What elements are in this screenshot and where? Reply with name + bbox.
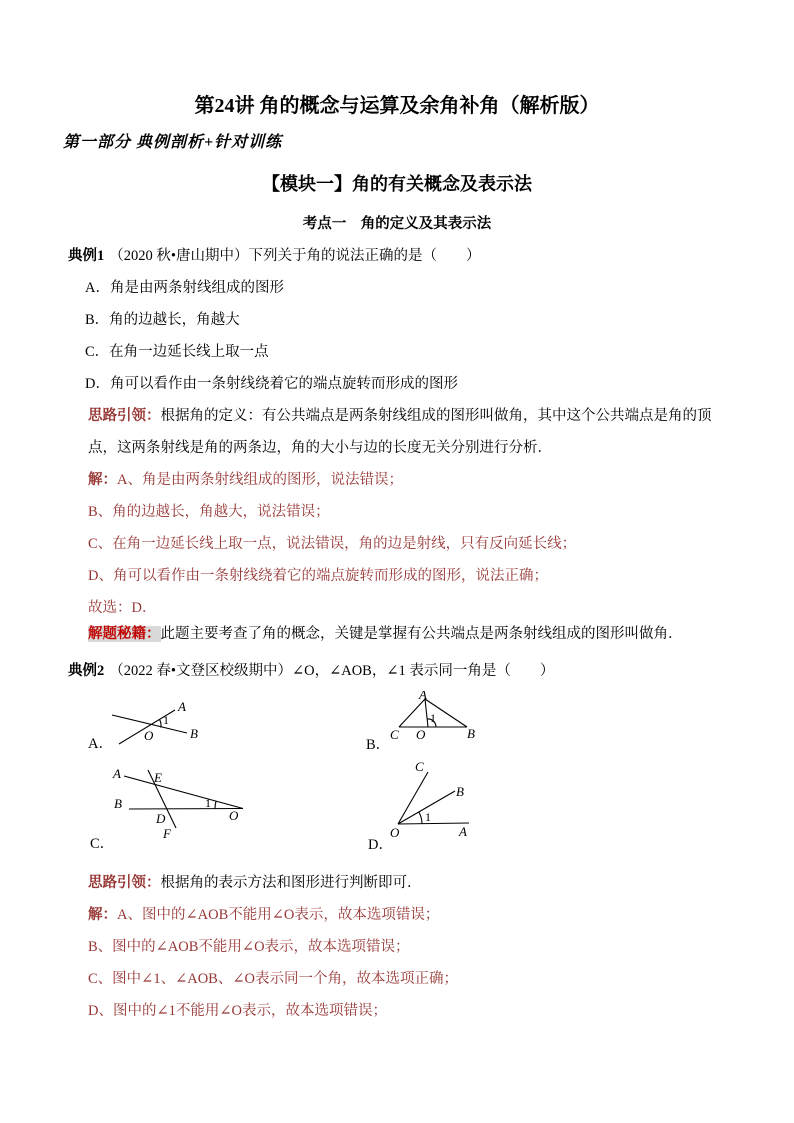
angle-arc [215, 801, 216, 808]
secret-text: 此题主要考查了角的概念，关键是掌握有公共端点是两条射线组成的图形叫做角． [160, 626, 683, 642]
vertex-label-o: O [229, 808, 239, 823]
vertex-label-c: C [390, 727, 399, 742]
hint-text: 根据角的定义：有公共端点是两条射线组成的图形叫做角，其中这个公共端点是角的顶点，这两条射线是角的两条边，角的大小与边的长度无关分别进行分析． [88, 408, 712, 456]
figure-option-label-c: C． [90, 836, 115, 852]
vertex-label-c: C [415, 761, 424, 774]
example2-solution-line-3: C、图中∠1、∠AOB、∠O表示同一个角，故本选项正确； [88, 971, 458, 987]
figure-d-three-rays-from-o [385, 761, 570, 849]
example1-solution-line-1 [88, 464, 740, 496]
example1-solution-line-2: B、角的边越长，角越大，说法错误； [88, 504, 330, 520]
ray-oc [398, 772, 428, 824]
example2-question-text: （2022 春•文登区校级期中）∠O，∠AOB，∠1 表示同一角是（ ） [109, 663, 555, 679]
example1-option-c: C．在角一边延长线上取一点 [85, 344, 269, 360]
vertex-label-o: O [390, 825, 400, 840]
angle-label-1: 1 [163, 713, 169, 727]
example2-solution-line-4: D、图中的∠1不能用∠O表示，故本选项错误； [88, 1003, 387, 1019]
example1-solution-line-4: D、角可以看作由一条射线绕着它的端点旋转而形成的图形，说法正确； [88, 568, 548, 584]
vertex-label-a: A [459, 824, 467, 839]
solution-label: 解： [88, 472, 117, 488]
example2-solution-line-1 [88, 899, 740, 931]
example2-question [68, 655, 736, 687]
module-header: 【模块一】角的有关概念及表示法 [262, 174, 532, 194]
example1-solution-line-3: C、在角一边延长线上取一点，说法错误，角的边是射线，只有反向延长线； [88, 536, 577, 552]
side-ca [399, 699, 425, 727]
figure-option-label-a: A． [88, 736, 113, 752]
example1-option-d: D．角可以看作由一条射线绕着它的端点旋转而形成的图形 [85, 376, 458, 392]
vertex-label-a: A [113, 766, 121, 781]
line-b-to-o [129, 809, 243, 810]
vertex-label-f: F [163, 826, 171, 841]
example2-figures [68, 691, 736, 867]
vertex-label-e: E [154, 770, 162, 785]
secret-label: 解题秘籍： [88, 626, 161, 642]
vertex-label-o: O [416, 727, 426, 742]
solution-text: A、角是由两条射线组成的图形，说法错误； [117, 472, 403, 488]
figure-option-label-b: B． [366, 737, 391, 753]
example1-option-b: B．角的边越长，角越大 [85, 312, 240, 328]
solution-label: 解： [88, 907, 117, 923]
vertex-label-o: O [144, 728, 154, 743]
hint-label: 思路引领： [88, 875, 161, 891]
hint-text: 根据角的表示方法和图形进行判断即可． [160, 875, 422, 891]
example1-question-text: （2020 秋•唐山期中）下列关于角的说法正确的是（ ） [109, 248, 481, 264]
example1-hint [88, 400, 740, 464]
example1-label: 典例1 [68, 248, 105, 264]
hint-label: 思路引领： [88, 408, 161, 424]
cevian-ao [425, 699, 428, 727]
example2-hint [88, 867, 740, 899]
angle-label-1: 1 [425, 810, 431, 824]
angle-label-1: 1 [205, 796, 211, 810]
example1-secret [88, 618, 740, 650]
vertex-label-a: A [178, 699, 186, 714]
figure-a-two-crossing-lines [95, 697, 285, 759]
topic-header: 考点一 角的定义及其表示法 [302, 216, 492, 232]
angle-arc [419, 812, 422, 824]
line-a-to-o [124, 776, 243, 809]
angle-label-1: 1 [430, 711, 436, 725]
example1-option-a: A．角是由两条射线组成的图形 [85, 280, 284, 296]
vertex-label-a: A [419, 691, 427, 702]
example1-answer: 故选：D． [88, 600, 157, 616]
part-header: 第一部分 典例剖析+针对训练 [63, 134, 283, 151]
vertex-label-d: D [156, 811, 166, 826]
vertex-label-b: B [114, 796, 122, 811]
example2-solution-line-2: B、图中的∠AOB不能用∠O表示，故本选项错误； [88, 939, 410, 955]
page-title: 第24讲 角的概念与运算及余角补角（解析版） [194, 95, 600, 117]
vertex-label-b: B [456, 784, 464, 799]
document-body [68, 240, 736, 1027]
figure-b-triangle-with-cevian [385, 691, 555, 753]
solution-text: A、图中的∠AOB不能用∠O表示，故本选项错误； [117, 907, 440, 923]
example2-label: 典例2 [68, 663, 105, 679]
example1-question [68, 240, 736, 272]
vertex-label-b: B [190, 726, 198, 741]
vertex-label-b: B [467, 726, 475, 741]
figure-option-label-d: D． [368, 837, 393, 853]
figure-c-lines-meeting-at-o [98, 763, 273, 853]
